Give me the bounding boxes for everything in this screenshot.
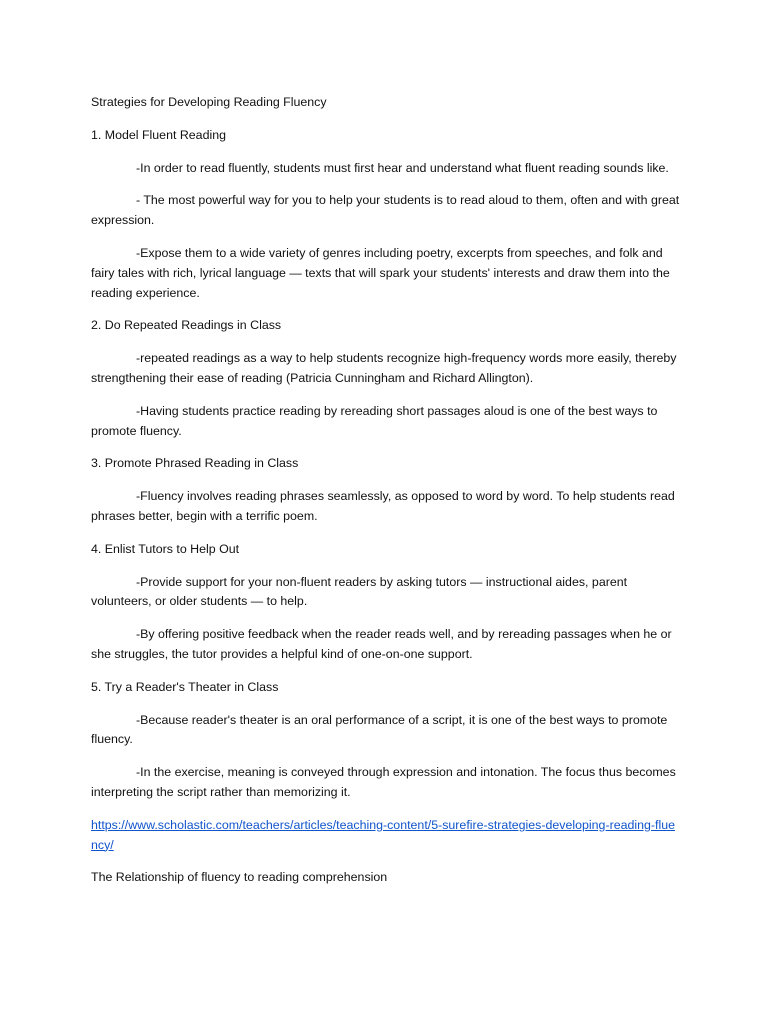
section-2-paragraph-2: -Having students practice reading by rereading short passages aloud is one of the best ways to promote fluency. [91, 403, 658, 438]
section-1-paragraph-1: -In order to read fluently, students must first hear and understand what fluent reading sounds like. [136, 160, 669, 175]
section-4-paragraph-2: -By offering positive feedback when the reader reads well, and by rereading passages when he or she struggles, the tutor provides a helpful kind of one-on-one support. [91, 627, 672, 661]
section-2-paragraph-1: -repeated readings as a way to help students recognize high-frequency words more easily, thereby strengthening their ease of reading (Patricia Cunningham and Richard Allington). [91, 351, 677, 385]
section-heading-3: 3. Promote Phrased Reading in Class [91, 456, 299, 471]
section-heading-5: 5. Try a Reader's Theater in Class [91, 679, 279, 694]
section-1-paragraph-2: - The most powerful way for you to help your students is to read aloud to them, often and with great expression. [91, 193, 680, 228]
document-title: Strategies for Developing Reading Fluency [91, 95, 327, 109]
section-5-paragraph-1: -Because reader's theater is an oral performance of a script, it is one of the best ways to promote fluency. [91, 712, 668, 747]
source-link[interactable]: https://www.scholastic.com/teachers/articles/teaching-content/5-surefire-strategies-developing-reading-fluency/ [91, 817, 676, 852]
section-heading-1: 1. Model Fluent Reading [91, 127, 227, 142]
section-4-paragraph-1: -Provide support for your non-fluent readers by asking tutors — instructional aides, parent volunteers, or older students — to help. [91, 574, 628, 609]
document-body [91, 93, 681, 888]
section-heading-4: 4. Enlist Tutors to Help Out [91, 541, 240, 556]
section-3-paragraph-1: -Fluency involves reading phrases seamlessly, as opposed to word by word. To help students read phrases better, begin with a terrific poem. [91, 489, 675, 523]
section-5-paragraph-2: -In the exercise, meaning is conveyed through expression and intonation. The focus thus becomes interpreting the script rather than memorizing it. [91, 765, 676, 799]
section-heading-2: 2. Do Repeated Readings in Class [91, 318, 282, 333]
section-1-paragraph-3: -Expose them to a wide variety of genres including poetry, excerpts from speeches, and folk and fairy tales with rich, lyrical language — texts that will spark your students' interests and draw them into the reading experience. [91, 245, 670, 300]
footer-heading: The Relationship of fluency to reading comprehension [91, 870, 388, 885]
